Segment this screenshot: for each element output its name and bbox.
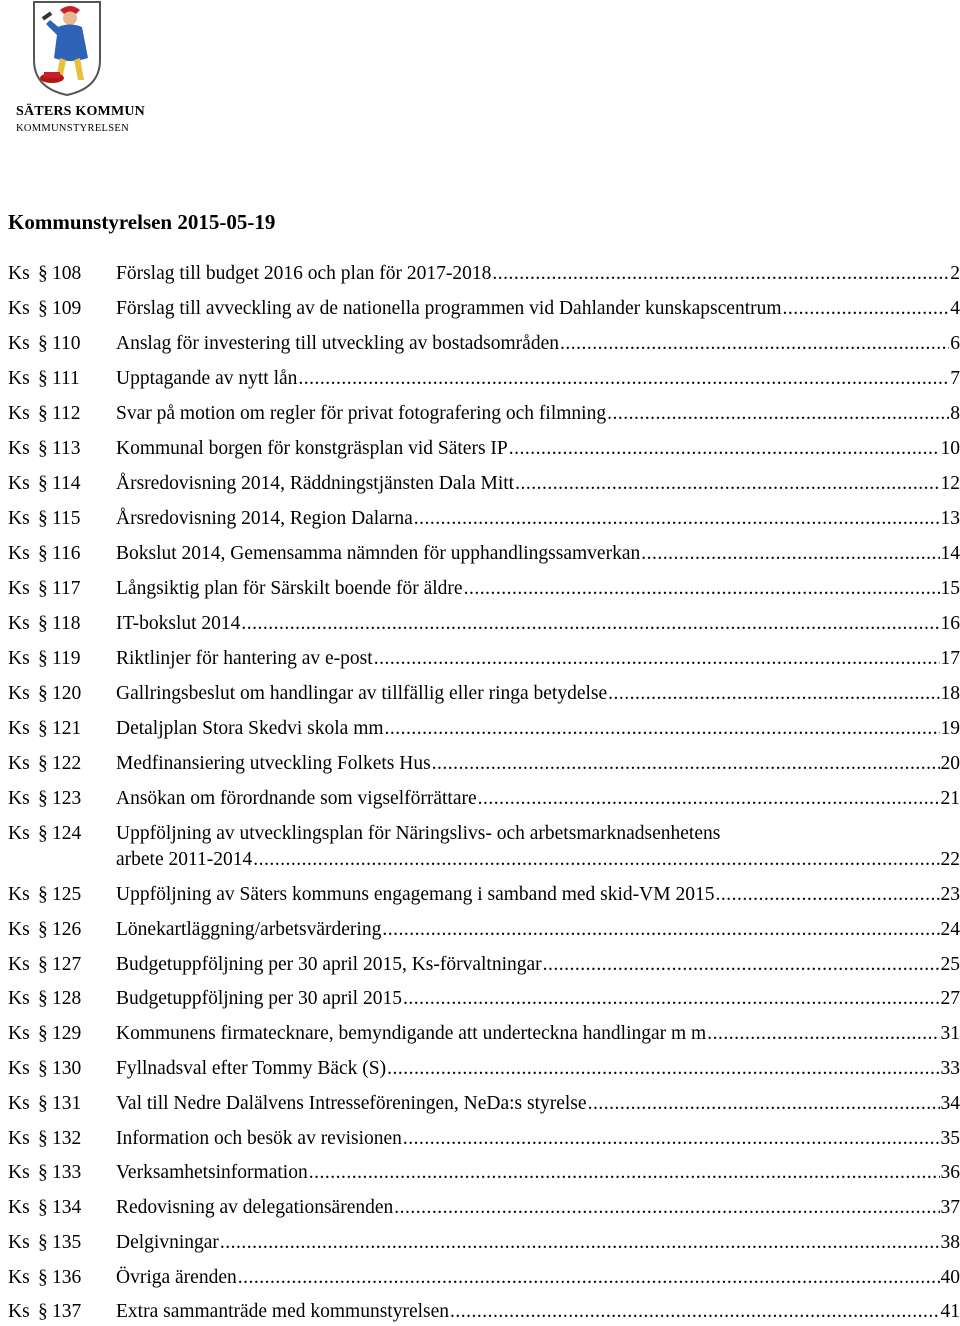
toc-page-number: 27 <box>940 988 960 1009</box>
toc-title: arbete 2011-2014 <box>116 849 253 870</box>
dot-leader <box>492 261 949 287</box>
toc-title: Detaljplan Stora Skedvi skola mm <box>116 718 384 739</box>
toc-prefix: Ks <box>8 543 30 564</box>
toc-prefix: Ks <box>8 823 30 844</box>
toc-title: Lönekartläggning/arbetsvärdering <box>116 919 382 940</box>
document-title: Kommunstyrelsen 2015-05-19 <box>8 210 276 234</box>
toc-title: Årsredovisning 2014, Räddningstjänsten Dala Mitt <box>116 473 515 494</box>
toc-title: Ansökan om förordnande som vigselförrättare <box>116 788 477 809</box>
toc-title: Gallringsbeslut om handlingar av tillfällig eller ringa betydelse <box>116 683 608 704</box>
dot-leader <box>382 917 939 943</box>
section-symbol: § <box>38 473 48 494</box>
dot-leader <box>715 882 939 908</box>
toc-entry-body <box>116 986 960 1012</box>
toc-number: 135 <box>52 1232 82 1253</box>
toc-prefix: Ks <box>8 788 30 809</box>
toc-entry-body <box>116 952 960 978</box>
toc-number: 124 <box>52 823 82 844</box>
toc-page-number: 35 <box>940 1128 960 1149</box>
toc-title: Anslag för investering till utveckling av bostadsområden <box>116 333 559 354</box>
dot-leader <box>509 436 940 462</box>
toc-number: 126 <box>52 919 82 940</box>
dot-leader <box>403 986 940 1012</box>
toc-page-number: 7 <box>950 368 960 389</box>
toc-prefix: Ks <box>8 403 30 424</box>
toc-page-number: 36 <box>940 1162 960 1183</box>
toc-page-number: 34 <box>940 1093 960 1114</box>
toc-title-first-line: Uppföljning av utvecklingsplan för Näringslivs- och arbetsmarknadsenhetens <box>116 823 721 844</box>
toc-number: 125 <box>52 884 82 905</box>
toc-line <box>116 786 960 812</box>
section-symbol: § <box>38 368 48 389</box>
org-name: SÄTERS KOMMUN <box>16 104 145 119</box>
dot-leader <box>241 611 939 637</box>
toc-page-number: 41 <box>940 1301 960 1322</box>
dot-leader <box>588 1091 940 1117</box>
toc-title: Årsredovisning 2014, Region Dalarna <box>116 508 413 529</box>
toc-prefix: Ks <box>8 753 30 774</box>
toc-line <box>116 611 960 637</box>
toc-prefix: Ks <box>8 508 30 529</box>
toc-entry-body <box>116 751 960 777</box>
toc-entry-body <box>116 681 960 707</box>
section-symbol: § <box>38 578 48 599</box>
toc-number: 128 <box>52 988 82 1009</box>
dot-leader <box>464 576 940 602</box>
toc-entry-body <box>116 1195 960 1221</box>
toc-page-number: 16 <box>940 613 960 634</box>
toc-page-number: 12 <box>940 473 960 494</box>
toc-entry-body <box>116 366 960 392</box>
toc-line <box>116 716 960 742</box>
toc-prefix: Ks <box>8 368 30 389</box>
toc-line <box>116 436 960 462</box>
toc-number: 118 <box>52 613 81 634</box>
toc-line <box>116 331 960 357</box>
section-symbol: § <box>38 919 48 940</box>
dot-leader <box>309 1160 940 1186</box>
toc-page-number: 33 <box>940 1058 960 1079</box>
toc-page-number: 6 <box>950 333 960 354</box>
toc-number: 115 <box>52 508 81 529</box>
toc-line <box>116 576 960 602</box>
dot-leader <box>478 786 940 812</box>
section-symbol: § <box>38 954 48 975</box>
dot-leader <box>707 1021 939 1047</box>
toc-prefix: Ks <box>8 578 30 599</box>
section-symbol: § <box>38 263 48 284</box>
toc-page-number: 38 <box>940 1232 960 1253</box>
org-subtitle: KOMMUNSTYRELSEN <box>16 123 130 134</box>
toc-line <box>116 261 960 287</box>
toc-prefix: Ks <box>8 988 30 1009</box>
section-symbol: § <box>38 508 48 529</box>
toc-title: Långsiktig plan för Särskilt boende för äldre <box>116 578 463 599</box>
toc-line <box>116 471 960 497</box>
toc-entry-body <box>116 261 960 287</box>
toc-entry-body <box>116 1056 960 1082</box>
toc-number: 117 <box>52 578 81 599</box>
toc-page-number: 40 <box>940 1267 960 1288</box>
toc-entry-body <box>116 917 960 943</box>
toc-title: Medfinansiering utveckling Folkets Hus <box>116 753 431 774</box>
toc-number: 114 <box>52 473 81 494</box>
toc-entry-body <box>116 1160 960 1186</box>
toc-number: 134 <box>52 1197 82 1218</box>
section-symbol: § <box>38 298 48 319</box>
toc-title: Övriga ärenden <box>116 1267 237 1288</box>
toc-prefix: Ks <box>8 1232 30 1253</box>
toc-prefix: Ks <box>8 1093 30 1114</box>
toc-prefix: Ks <box>8 263 30 284</box>
toc-number: 121 <box>52 718 82 739</box>
section-symbol: § <box>38 1093 48 1114</box>
toc-number: 119 <box>52 648 81 669</box>
dot-leader <box>432 751 940 777</box>
section-symbol: § <box>38 1128 48 1149</box>
toc-number: 136 <box>52 1267 82 1288</box>
toc-entry-body <box>116 882 960 908</box>
dot-leader <box>403 1126 940 1152</box>
section-symbol: § <box>38 823 48 844</box>
toc-title: Förslag till avveckling av de nationella programmen vid Dahlander kunskapscentrum <box>116 298 782 319</box>
toc-entry-body <box>116 821 960 873</box>
toc-line <box>116 541 960 567</box>
toc-page-number: 10 <box>940 438 960 459</box>
toc-prefix: Ks <box>8 1301 30 1322</box>
toc-number: 132 <box>52 1128 82 1149</box>
toc-line <box>116 681 960 707</box>
toc-prefix: Ks <box>8 683 30 704</box>
section-symbol: § <box>38 543 48 564</box>
section-symbol: § <box>38 718 48 739</box>
toc-title: Upptagande av nytt lån <box>116 368 298 389</box>
section-symbol: § <box>38 613 48 634</box>
toc-prefix: Ks <box>8 919 30 940</box>
section-symbol: § <box>38 1058 48 1079</box>
toc-page-number: 23 <box>940 884 960 905</box>
toc-line <box>116 401 960 427</box>
toc-prefix: Ks <box>8 1197 30 1218</box>
dot-leader <box>253 847 939 873</box>
toc-line <box>116 646 960 672</box>
section-symbol: § <box>38 438 48 459</box>
toc-page-number: 2 <box>950 263 960 284</box>
toc-line <box>116 1160 960 1186</box>
toc-entry-body <box>116 646 960 672</box>
toc-number: 111 <box>52 368 80 389</box>
toc-title: Bokslut 2014, Gemensamma nämnden för upphandlingssamverkan <box>116 543 641 564</box>
section-symbol: § <box>38 1023 48 1044</box>
toc-prefix: Ks <box>8 1128 30 1149</box>
toc-prefix: Ks <box>8 1058 30 1079</box>
toc-entry-body <box>116 331 960 357</box>
dot-leader <box>298 366 949 392</box>
section-symbol: § <box>38 1232 48 1253</box>
toc-entry-body <box>116 1091 960 1117</box>
toc-line <box>116 1230 960 1256</box>
toc-title: Verksamhetsinformation <box>116 1162 308 1183</box>
toc-number: 123 <box>52 788 82 809</box>
toc-entry-body <box>116 611 960 637</box>
toc-entry-body <box>116 716 960 742</box>
toc-prefix: Ks <box>8 1162 30 1183</box>
toc-number: 122 <box>52 753 82 774</box>
section-symbol: § <box>38 884 48 905</box>
toc-prefix: Ks <box>8 718 30 739</box>
dot-leader <box>783 296 950 322</box>
toc-page-number: 18 <box>940 683 960 704</box>
toc-line <box>116 1056 960 1082</box>
dot-leader <box>394 1195 939 1221</box>
toc-number: 110 <box>52 333 81 354</box>
dot-leader <box>641 541 939 567</box>
dot-leader <box>543 952 940 978</box>
toc-prefix: Ks <box>8 884 30 905</box>
toc-line <box>116 917 960 943</box>
dot-leader <box>608 681 939 707</box>
toc-line <box>116 986 960 1012</box>
toc-number: 129 <box>52 1023 82 1044</box>
section-symbol: § <box>38 403 48 424</box>
dot-leader <box>374 646 940 672</box>
toc-line <box>116 847 960 873</box>
toc-page-number: 37 <box>940 1197 960 1218</box>
toc-number: 120 <box>52 683 82 704</box>
logo <box>16 0 145 140</box>
section-symbol: § <box>38 333 48 354</box>
toc-entry-body <box>116 506 960 532</box>
dot-leader <box>238 1265 940 1291</box>
dot-leader <box>607 401 949 427</box>
toc-page-number: 4 <box>950 298 960 319</box>
section-symbol: § <box>38 648 48 669</box>
toc-title: Förslag till budget 2016 och plan för 2017-2018 <box>116 263 492 284</box>
toc-line <box>116 1299 960 1325</box>
toc-entry-body <box>116 1021 960 1047</box>
dot-leader <box>387 1056 939 1082</box>
toc-prefix: Ks <box>8 473 30 494</box>
toc-page-number: 22 <box>940 849 960 870</box>
toc-entry-body <box>116 541 960 567</box>
toc-prefix: Ks <box>8 613 30 634</box>
section-symbol: § <box>38 1162 48 1183</box>
toc-entry-body <box>116 786 960 812</box>
toc-title: Kommunens firmatecknare, bemyndigande att underteckna handlingar m m <box>116 1023 707 1044</box>
toc-prefix: Ks <box>8 954 30 975</box>
toc-title: Riktlinjer för hantering av e-post <box>116 648 373 669</box>
toc-title: Svar på motion om regler för privat fotografering och filmning <box>116 403 607 424</box>
section-symbol: § <box>38 683 48 704</box>
toc-entry-body <box>116 471 960 497</box>
toc-line <box>116 1021 960 1047</box>
toc-entry-body <box>116 436 960 462</box>
toc-prefix: Ks <box>8 333 30 354</box>
dot-leader <box>414 506 940 532</box>
toc-page-number: 14 <box>940 543 960 564</box>
toc-number: 127 <box>52 954 82 975</box>
dot-leader <box>385 716 940 742</box>
toc-title: Budgetuppföljning per 30 april 2015 <box>116 988 402 1009</box>
toc-title: Budgetuppföljning per 30 april 2015, Ks-förvaltningar <box>116 954 542 975</box>
toc-number: 130 <box>52 1058 82 1079</box>
toc-page-number: 8 <box>950 403 960 424</box>
toc-line <box>116 296 960 322</box>
toc-prefix: Ks <box>8 438 30 459</box>
toc-title: Information och besök av revisionen <box>116 1128 402 1149</box>
toc-number: 131 <box>52 1093 82 1114</box>
section-symbol: § <box>38 1301 48 1322</box>
toc-number: 108 <box>52 263 82 284</box>
toc-title: Uppföljning av Säters kommuns engagemang i samband med skid-VM 2015 <box>116 884 715 905</box>
toc-page-number: 31 <box>940 1023 960 1044</box>
toc-line <box>116 882 960 908</box>
toc-line <box>116 1126 960 1152</box>
toc-entry-body <box>116 576 960 602</box>
toc-page-number: 25 <box>940 954 960 975</box>
toc-line <box>116 751 960 777</box>
toc-number: 109 <box>52 298 82 319</box>
section-symbol: § <box>38 1197 48 1218</box>
dot-leader <box>450 1299 939 1325</box>
toc-entry-body <box>116 1126 960 1152</box>
dot-leader <box>560 331 949 357</box>
toc-prefix: Ks <box>8 1023 30 1044</box>
toc-title: Fyllnadsval efter Tommy Bäck (S) <box>116 1058 387 1079</box>
toc-number: 116 <box>52 543 81 564</box>
toc-number: 133 <box>52 1162 82 1183</box>
toc-title: Kommunal borgen för konstgräsplan vid Säters IP <box>116 438 508 459</box>
section-symbol: § <box>38 1267 48 1288</box>
toc-title: Delgivningar <box>116 1232 219 1253</box>
toc-entry-body <box>116 1265 960 1291</box>
toc-line <box>116 1195 960 1221</box>
toc-title: Val till Nedre Dalälvens Intresseföreningen, NeDa:s styrelse <box>116 1093 587 1114</box>
toc-title: IT-bokslut 2014 <box>116 613 241 634</box>
toc-line <box>116 366 960 392</box>
dot-leader <box>220 1230 940 1256</box>
toc-line <box>116 1265 960 1291</box>
section-symbol: § <box>38 988 48 1009</box>
toc-line <box>116 952 960 978</box>
toc-prefix: Ks <box>8 298 30 319</box>
toc-page-number: 19 <box>940 718 960 739</box>
toc-page-number: 17 <box>940 648 960 669</box>
toc-prefix: Ks <box>8 648 30 669</box>
toc-title: Extra sammanträde med kommunstyrelsen <box>116 1301 450 1322</box>
toc-entry-body <box>116 401 960 427</box>
toc-title: Redovisning av delegationsärenden <box>116 1197 394 1218</box>
toc-entry-body <box>116 1230 960 1256</box>
section-symbol: § <box>38 788 48 809</box>
section-symbol: § <box>38 753 48 774</box>
toc-entry-body <box>116 296 960 322</box>
toc-page-number: 15 <box>940 578 960 599</box>
toc-line <box>116 1091 960 1117</box>
toc-page-number: 21 <box>940 788 960 809</box>
toc-number: 112 <box>52 403 81 424</box>
municipal-coat-of-arms-icon <box>32 0 102 96</box>
toc-page-number: 20 <box>940 753 960 774</box>
toc-entry-body <box>116 1299 960 1325</box>
toc-prefix: Ks <box>8 1267 30 1288</box>
toc-line <box>116 506 960 532</box>
dot-leader <box>515 471 939 497</box>
toc-number: 113 <box>52 438 81 459</box>
toc-page-number: 24 <box>940 919 960 940</box>
toc-page-number: 13 <box>940 508 960 529</box>
toc-number: 137 <box>52 1301 82 1322</box>
